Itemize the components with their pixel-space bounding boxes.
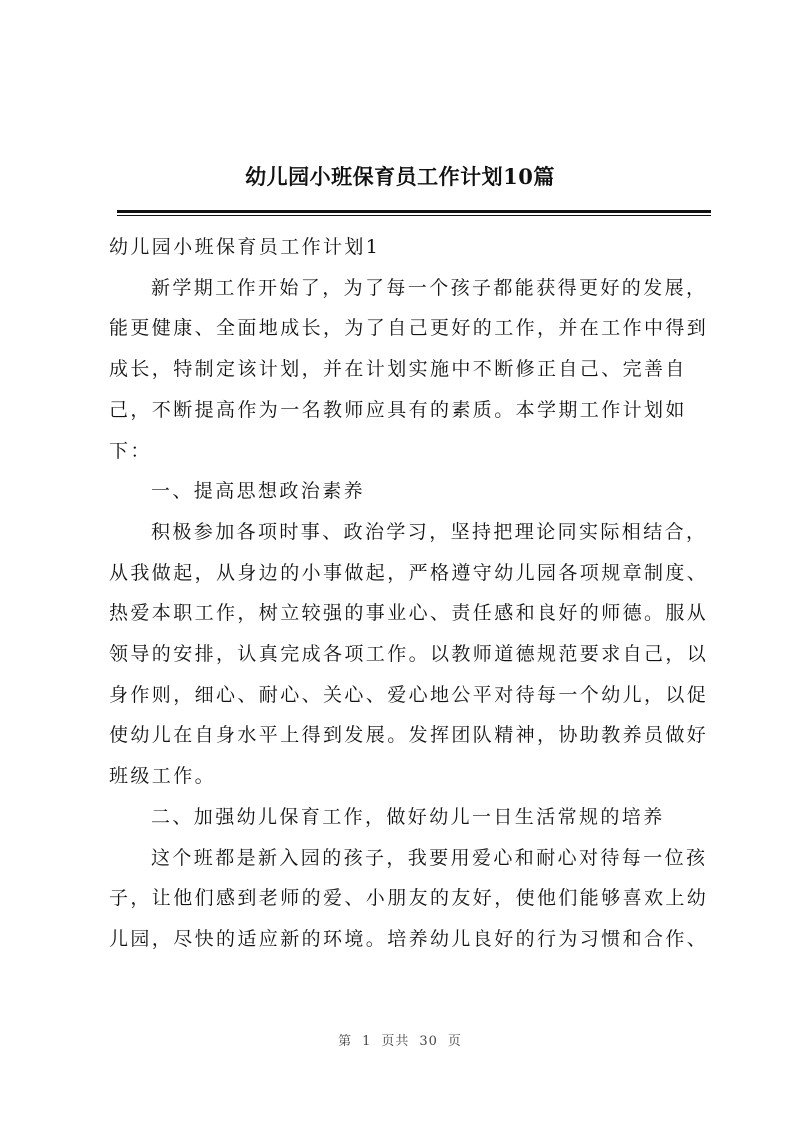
page-number-footer (0, 1030, 800, 1049)
footer-ye: 页 (447, 1034, 462, 1049)
paragraph: 这个班都是新入园的孩子，我要用爱心和耐心对待每一位孩子，让他们感到老师的爱、小朋友的友好，使他们能够喜欢上幼儿园，尽快的适应新的环境。培养幼儿良好的行为习惯和合作、 (109, 846, 709, 950)
footer-di: 第 (338, 1034, 353, 1049)
section-subheading: 一、提高思想政治素养 (151, 480, 366, 503)
title-divider (117, 210, 711, 213)
document-title: 幼儿园小班保育员工作计划10篇 (245, 164, 555, 189)
document-body (109, 227, 709, 960)
paragraph: 积极参加各项时事、政治学习，坚持把理论同实际相结合，从我做起，从身边的小事做起，严格遵守幼儿园各项规章制度、热爱本职工作，树立较强的事业心、责任感和良好的师德。服从领导的安排，认真完成各项工作。以教师道德规范要求自己，以身作则，细心、耐心、关心、爱心地公平对待每一个幼儿，以促使幼儿在自身水平上得到发展。发挥团队精神，协助教养员做好班级工作。 (109, 520, 709, 788)
paragraph: 新学期工作开始了，为了每一个孩子都能获得更好的发展，能更健康、全面地成长，为了自己更好的工作，并在工作中得到成长，特制定该计划，并在计划实施中不断修正自己、完善自己，不断提高作为一名教师应具有的素质。本学期工作计划如下： (109, 276, 709, 462)
footer-ye-gong: 页共 (381, 1034, 410, 1049)
footer-total-pages: 30 (419, 1034, 438, 1049)
title-divider-thin (117, 215, 711, 216)
section-heading: 幼儿园小班保育员工作计划1 (109, 236, 381, 258)
section-subheading: 二、加强幼儿保育工作，做好幼儿一日生活常规的培养 (151, 805, 665, 828)
footer-current-page: 1 (362, 1034, 372, 1049)
